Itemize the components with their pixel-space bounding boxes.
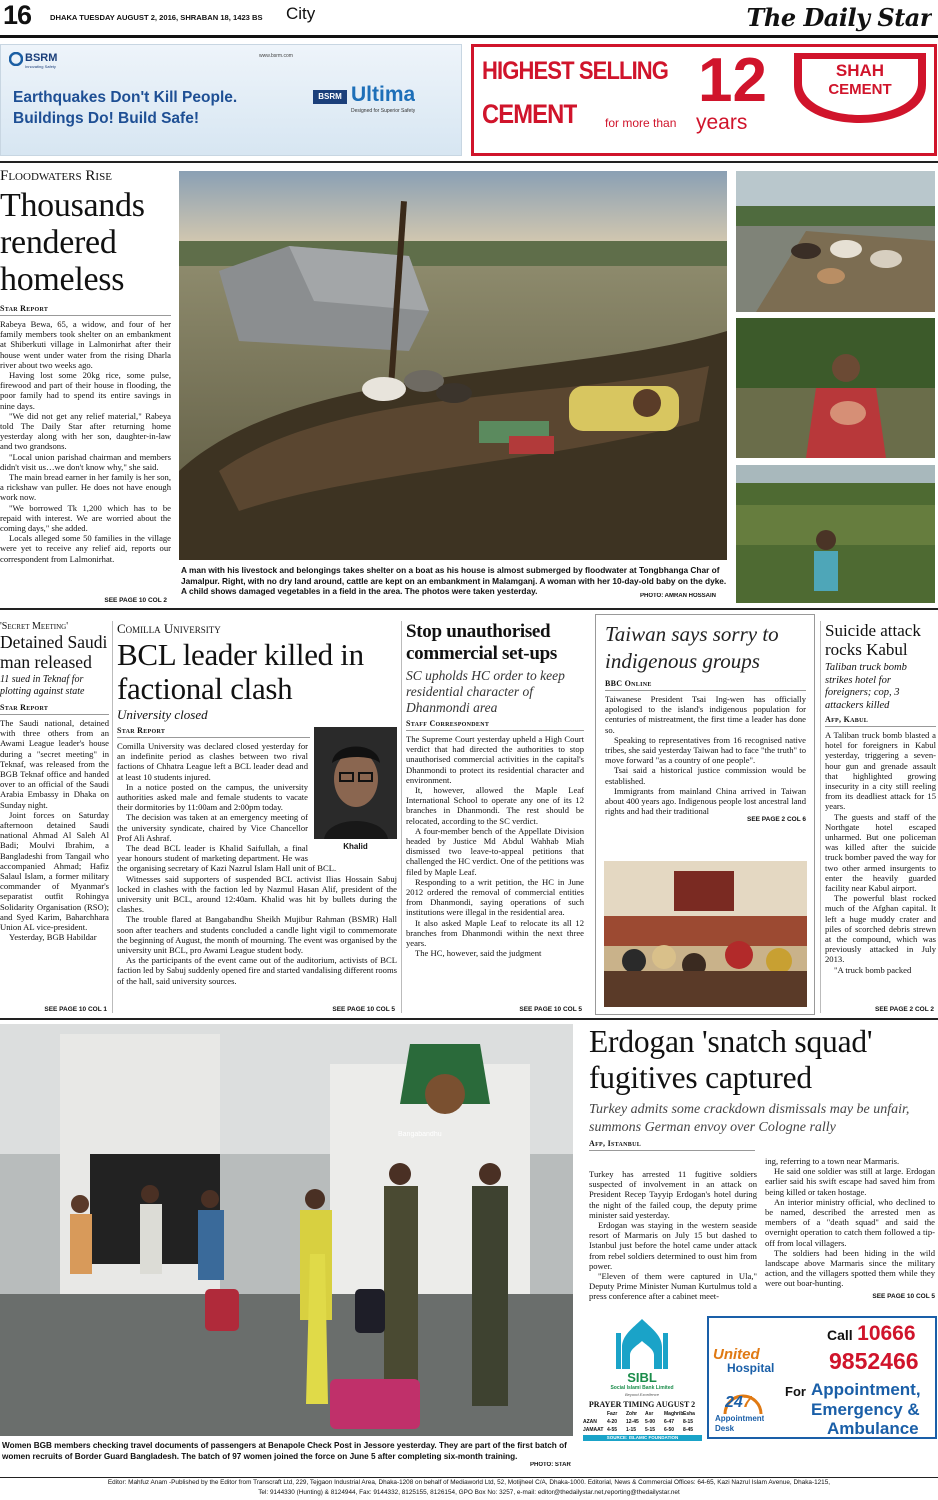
shah-for-more-than: for more than <box>605 116 677 130</box>
united-badge-text2: Desk <box>715 1424 735 1433</box>
erdogan-c2-para-4: The soldiers had been hiding in the wild landscape above Marmaris since the military action, and the villagers spotted them while they were out boar-hunting. <box>765 1247 935 1289</box>
lead-byline: Star Report <box>0 304 171 316</box>
ultima-brand: BSRM <box>318 92 342 101</box>
bcl-headline: BCL leader killed in factional clash <box>117 637 364 706</box>
dhanmondi-deck: SC upholds HC order to keep residential character of Dhanmondi area <box>406 668 565 715</box>
bsrm-line2: Buildings Do! Build Safe! <box>13 110 199 127</box>
col-divider-2 <box>401 621 402 1013</box>
saudi-deck: 11 sued in Teknaf for plotting against state <box>0 674 85 697</box>
dhanmondi-para-1: The Supreme Court yesterday upheld a High Court verdict that had directed the authorities to stop unauthorised commercial activities in the capital's Dhanmondi to protect its residential character and environment. <box>406 734 584 785</box>
lead-photo-caption: A man with his livestock and belongings takes shelter on a boat as his house is almost submerged by floodwater at Tongbhanga Char of Jamalpur. Right, with no dry land around, cattle are kept on an embankment in Malamganj. A woman with her 10-day-old baby on the dyke. A child shows damaged vegetables in a field in the area. The photos were taken yesterday. <box>181 565 727 596</box>
taiwan-see-page: SEE PAGE 2 COL 6 <box>746 816 806 824</box>
sibl-prayer-table <box>583 1410 702 1441</box>
masthead-rule <box>0 35 938 38</box>
bsrm-logo <box>9 51 71 71</box>
bsrm-swirl-icon <box>9 52 23 66</box>
azan-label: AZAN <box>583 1419 597 1425</box>
lead-para-4: "Local union parishad chairman and members didn't visit us…we don't know why," she said. <box>0 451 171 472</box>
child-field-illustration <box>736 465 935 603</box>
shah-number: 12 <box>698 46 767 115</box>
dhanmondi-headline: Stop unauthorised commercial set-ups <box>406 621 557 664</box>
azan-esha: 8-15 <box>683 1419 694 1425</box>
ultima-name: Ultima <box>351 83 416 106</box>
bcl-kicker: Comilla University <box>117 621 221 636</box>
saudi-story <box>0 621 109 1013</box>
prayer-col-asr: Asr <box>645 1411 654 1417</box>
lead-story-text <box>0 168 171 604</box>
footer-imprint-line2: Tel: 9144330 (Hunting) & 8124944, Fax: 9144332, 8125155, 8126154, GPO Box No: 3257, e-mail: editor@thedailystar.net,reporting@thedailystar.net <box>258 1489 680 1496</box>
sibl-full-name: Social Islami Bank Limited <box>610 1385 674 1391</box>
footer-rule <box>0 1477 938 1478</box>
col-divider-1 <box>112 621 113 1013</box>
taiwan-para-3: Tsai said a historical justice commission would be established. <box>605 765 806 786</box>
ultima-tagline: Designed for Superior Safety <box>351 108 416 114</box>
shah-line1: HIGHEST SELLING <box>482 57 669 85</box>
flood-boat-illustration <box>179 171 727 560</box>
bgb-checkpost-illustration <box>0 1024 573 1436</box>
shah-logo-line2: CEMENT <box>828 81 892 98</box>
masthead <box>0 0 938 42</box>
azan-zohr: 12-45 <box>626 1419 639 1425</box>
united-for: For <box>785 1384 806 1399</box>
bsrm-url: www.bsrm.com <box>259 53 293 59</box>
bcl-photo <box>314 727 397 851</box>
cattle-embankment-photo <box>736 171 935 312</box>
bcl-para-7: As the participants of the event came out of the auditorium, activists of BCL faction led by Sabuj suddenly opened fire and started vandalising different rooms of the hall, said university sources. <box>117 955 397 986</box>
bcl-para-1: Comilla University was declared closed yesterday for an indefinite period as clashes between two rival factions of Chhatra League left a BCL leader dead and at least 10 students injured. <box>117 741 308 782</box>
damaged-vegetables-photo <box>736 465 935 603</box>
saudi-para-3: Yesterday, BGB Habildar <box>9 932 97 943</box>
prayer-col-zohr: Zohr <box>626 1411 638 1417</box>
saudi-body <box>0 718 109 942</box>
kabul-story <box>825 621 936 1013</box>
prayer-col-maghrib: Maghrib <box>664 1411 684 1417</box>
dhanmondi-see-page: SEE PAGE 10 COL 5 <box>519 1006 582 1013</box>
sibl-azan-row <box>583 1418 702 1426</box>
jamaat-zohr: 1-15 <box>626 1427 637 1433</box>
kabul-para-4: "A truck bomb packed <box>834 964 912 975</box>
lead-headline: Thousands rendered homeless <box>0 187 145 298</box>
khalid-portrait <box>314 727 397 839</box>
saudi-para-1: The Saudi national, detained with three others from an Awami League leader's house during a "secret meeting" in Teknaf, was released from the BGB Teknaf office and handed over to an official of the Saudi Arabia Embassy in Dhaka on Sunday night. <box>0 718 109 810</box>
bsrm-tagline-small: Innovating Safety <box>25 64 56 69</box>
bcl-see-page: SEE PAGE 10 COL 5 <box>332 1006 395 1013</box>
lead-photo-credit: PHOTO: AMRAN HOSSAIN <box>640 593 717 599</box>
azan-maghrib: 6-47 <box>664 1419 675 1425</box>
saudi-para-2: Joint forces on Saturday afternoon detained Saudi national Ahmad Al Saleh Al Badi; Moulvi Ibrahim, a Bangladeshi from Tangail who accompanied Ahmad; Hafiz Salaul Islam, a former military commander of Myanmar's separatist outfit Rohingya Solidarity Organisation (RSO); and Syed Karim, Baharchhara Union AL vice-president. <box>0 809 109 933</box>
ultima-logo <box>313 83 455 117</box>
bcl-photo-name: Khalid <box>343 842 368 852</box>
taiwan-body <box>605 694 806 816</box>
lead-para-7: Locals alleged some 50 families in the village were yet to receive any relief aid, reports our correspondent from Lalmonirhat. <box>0 533 171 564</box>
jamaat-asr: 5-15 <box>645 1427 656 1433</box>
sibl-ad[interactable] <box>580 1315 704 1441</box>
lead-para-6: "We borrowed Tk 1,200 which has to be repaid with interest. We are worried about the coming days," she added. <box>0 502 171 534</box>
bcl-para-6: The trouble flared at Bangabandhu Sheikh Mujibur Rahman (BSMR) Hall soon after teachers and students concluded a candle light vigil to commemorate the beginning of August, the month of mourning. The event was organised by the university unit BCL, pro Awami League student body. <box>117 914 397 956</box>
bsrm-ad[interactable] <box>0 44 462 156</box>
lead-para-3: "We did not get any relief material," Rabeya told The Daily Star after returning home yesterday along with her son, daughter-in-law and two grandsons. <box>0 410 171 452</box>
lead-para-1: Rabeya Bewa, 65, a widow, and four of her family members took shelter on an embankment at Shiberkuti village in Lalmonirhat after their house went under water from the rising Dharla river about two weeks ago. <box>0 319 171 370</box>
united-logo-bottom: Hospital <box>727 1361 775 1375</box>
dhanmondi-para-2: It, however, allowed the Maple Leaf International School to operate any one of its 12 branches in Dhanmondi. The rest should be relocated, according to the SC verdict. <box>406 785 584 826</box>
shah-logo <box>792 51 928 125</box>
erdogan-c2-para-2: He said one soldier was still at large. Erdogan earlier said his swift escape had saved him from being killed or taken hostage. <box>765 1166 935 1197</box>
bcl-byline: Star Report <box>117 726 310 738</box>
dhanmondi-body <box>406 734 584 958</box>
kabul-para-2: The guests and staff of the Northgate hotel escaped unharmed. But one policeman was killed after the suicide truck bomber paved the way for two other armed insurgents to enter the heavily guarded facility near Kabul airport. <box>825 811 936 894</box>
erdogan-story <box>589 1024 937 1311</box>
ads-bottom-rule <box>0 161 938 163</box>
erdogan-c2-para-3: An interior ministry official, who declined to be named, described the arrested men as members of a "death squad" and said the overnight operation to catch them followed a tip-off from local villagers. <box>765 1196 935 1248</box>
shah-years: years <box>696 111 748 134</box>
jamaat-esha: 8-45 <box>683 1427 694 1433</box>
footer-imprint-line1: Editor: Mahfuz Anam -Published by the Editor from Transcraft Ltd, 229, Tejgaon Industrial Area, Dhaka-1208 on behalf of Mediaworld Ltd, 52, Motijheel C/A, Dhaka-1000. Editorial, News & Commercial Offices: 64-65, Kazi Nazrul Islam Avenue, Dhaka-1215, <box>107 1479 831 1486</box>
erdogan-col2 <box>765 1156 935 1302</box>
saudi-see-page: SEE PAGE 10 COL 1 <box>44 1006 107 1013</box>
united-phone1[interactable]: 10666 <box>857 1322 916 1345</box>
dhanmondi-byline: Staff Correspondent <box>406 719 584 731</box>
dhanmondi-story <box>406 621 584 1013</box>
dateline: DHAKA TUESDAY AUGUST 2, 2016, SHRABAN 18, 1423 BS <box>50 13 263 22</box>
saudi-byline: Star Report <box>0 703 109 715</box>
bcl-para-5: Witnesses said supporters of suspended BCL activist Ilias Hossain Sabuj locked in clashes with the faction led by Nazmul Hasan Alif, president of the university unit BCL, around 12:40am. Khalid was hit by bullets during the clashes. <box>117 873 397 915</box>
kabul-para-3: The powerful blast rocked much of the Afghan capital. It left a huge muddy crater and piles of scorched debris strewn at the compound, which was previously attacked in July 2013. <box>825 893 936 965</box>
sibl-prayer-header-row <box>583 1410 702 1418</box>
bcl-para-3: The decision was taken at an emergency meeting of the university syndicate, chaired by Vice Chancellor Prof Ali Ashraf. <box>117 812 308 843</box>
mother-baby-illustration <box>736 318 935 458</box>
united-logo-top: United <box>713 1346 760 1363</box>
erdogan-c1-para-1: Turkey has arrested 11 fugitive soldiers suspected of involvement in an attack on President Recep Tayyip Erdogan's hotel during the night of the failed coup, the deputy prime minister said yesterday. <box>589 1169 757 1220</box>
mosque-icon <box>616 1315 668 1371</box>
erdogan-col1 <box>589 1169 757 1302</box>
jamaat-fazr: 4-55 <box>607 1427 618 1433</box>
taiwan-story <box>595 614 815 1015</box>
kabul-para-1: A Taliban truck bomb blasted a hotel for foreigners in Kabul yesterday, triggering a seven-hour gun and grenade assault that highlighted growing insecurity in a city still reeling from its deadliest attack for 15 years. <box>825 730 936 812</box>
taiwan-byline: BBC Online <box>605 679 806 691</box>
bgb-checkpost-photo <box>0 1024 573 1436</box>
kabul-body <box>825 730 936 975</box>
sibl-slogan: Beyond Excellence <box>624 1392 660 1397</box>
dhanmondi-para-3: A four-member bench of the Appellate Division headed by Justice Md Abdul Wahhab Miah dismissed two leave-to-appeal petitions that challenged the HC verdict. One of the petitions was filed by Maple Leaf. <box>406 825 584 877</box>
lead-body <box>0 319 171 564</box>
prayer-col-esha: Esha <box>683 1411 695 1417</box>
united-247-badge <box>715 1388 775 1438</box>
jamaat-label: JAMAAT <box>583 1427 604 1433</box>
dhanmondi-para-6: The HC, however, said the judgment <box>415 948 542 959</box>
united-badge-text1: Appointment <box>715 1414 765 1423</box>
kabul-deck: Taliban truck bomb strikes hotel for foreigners; cop, 3 attackers killed <box>825 662 907 711</box>
erdogan-byline: Afp, Istanbul <box>589 1139 755 1151</box>
erdogan-c2-para-1: ing, referring to a town near Marmaris. <box>765 1156 900 1166</box>
sibl-source: SOURCE: ISLAMIC FOUNDATION <box>583 1435 702 1441</box>
taiwan-ceremony-illustration <box>604 861 807 1007</box>
bgb-photo-credit: PHOTO: STAR <box>530 1462 571 1468</box>
united-logo <box>713 1346 803 1382</box>
badge-24: 24 <box>725 1394 743 1411</box>
bcl-story <box>117 621 397 1013</box>
taiwan-para-1: Taiwanese President Tsai Ing-wen has officially apologised to the island's indigenous population for centuries of mistreatment, the first time a leader has done so. <box>605 694 806 735</box>
erdogan-headline: Erdogan 'snatch squad' fugitives captured <box>589 1024 873 1095</box>
united-appointment: Appointment, <box>811 1380 921 1399</box>
united-ambulance: Ambulance <box>827 1419 919 1438</box>
dhanmondi-para-4: Responding to a writ petition, the HC in June 2012 ordered the removal of commercial entities from Dhanmondi, saying operations of such institutions were illegal in the residential area. <box>406 876 584 918</box>
shah-line2: CEMENT <box>482 99 578 129</box>
ultima-brand-box <box>313 90 347 104</box>
kabul-headline: Suicide attack rocks Kabul <box>825 621 921 659</box>
lead-kicker: Floodwaters Rise <box>0 168 112 184</box>
flood-boat-photo <box>179 171 727 560</box>
sibl-name: SIBL <box>627 1370 657 1385</box>
lead-bottom-rule <box>0 608 938 610</box>
lead-para-2: Having lost some 20kg rice, some pulse, firewood and part of their house in flooding, the poor family had to spend its entire savings in nine days. <box>0 370 171 411</box>
lead-see-page: SEE PAGE 10 COL 2 <box>104 597 167 604</box>
jamaat-maghrib: 6-50 <box>664 1427 675 1433</box>
erdogan-see-page: SEE PAGE 10 COL 5 <box>872 1292 935 1300</box>
sibl-jamaat-row <box>583 1426 702 1434</box>
united-badge-number <box>725 1394 752 1412</box>
saudi-kicker: 'Secret Meeting' <box>0 621 68 632</box>
sibl-prayer-title: PRAYER TIMING AUGUST 2 <box>588 1400 696 1409</box>
kabul-see-page: SEE PAGE 2 COL 2 <box>874 1006 934 1013</box>
section-name: City <box>286 4 316 23</box>
erdogan-c1-para-2: Erdogan was staying in the western seaside resort of Marmaris on July 15 but dashed to Istanbul just before the hotel came under attack from rebel soldiers determined to oust him from power. <box>589 1220 757 1271</box>
united-phone2[interactable]: 9852466 <box>829 1348 919 1374</box>
paper-name: The Daily Star <box>746 3 932 32</box>
shah-logo-line1: SHAH <box>835 61 885 80</box>
taiwan-para-4: Immigrants from mainland China arrived in Taiwan about 400 years ago. Indigenous people lost ancestral land rights and had their traditional <box>605 785 806 817</box>
bcl-deck: University closed <box>117 707 208 722</box>
mother-baby-photo <box>736 318 935 458</box>
bsrm-brand: BSRM <box>25 52 58 64</box>
taiwan-para-2: Speaking to representatives from 16 recognised native tribes, she said yesterday Taiwan had to face "the truth" to move forward "as a country of one people". <box>605 734 806 766</box>
cattle-illustration <box>736 171 935 312</box>
united-call-label: Call <box>827 1327 853 1343</box>
united-hospital-ad[interactable] <box>707 1316 937 1439</box>
lead-para-5: The main bread earner in her family is her son, a rickshaw van puller. He does not have enough work now. <box>0 472 171 503</box>
sibl-mosque-logo <box>616 1315 668 1371</box>
saudi-headline: Detained Saudi man released <box>0 632 108 672</box>
dhanmondi-para-5: It also asked Maple Leaf to relocate its all 12 branches from Dhanmondi within the next three years. <box>406 917 584 949</box>
prayer-col-fazr: Fazr <box>607 1411 618 1417</box>
bgb-photo-caption: Women BGB members checking travel documents of passengers at Benapole Check Post in Jessore yesterday. They are part of the first batch of women recruits of Border Guard Bangladesh. The batch of 97 women joined the force on June 5 after completing six-month training. <box>2 1441 567 1462</box>
page-number: 16 <box>3 0 32 30</box>
bcl-para-2: In a notice posted on the campus, the university authorities asked male and female students to vacate their dormitories by 11:00am and 2:00pm today. <box>117 781 308 813</box>
bgb-sign: Bangabandhu <box>398 1131 442 1138</box>
kabul-byline: Afp, Kabul <box>825 715 936 727</box>
taiwan-ceremony-photo <box>604 861 807 1007</box>
erdogan-c1-para-3: "Eleven of them were captured in Ula," Deputy Prime Minister Numan Kurtulmus told a press conference after a cabinet meet- <box>589 1271 757 1302</box>
azan-asr: 5-00 <box>645 1419 656 1425</box>
col-divider-4 <box>820 621 821 1013</box>
middle-bottom-rule <box>0 1018 938 1020</box>
united-emergency: Emergency & <box>811 1400 920 1419</box>
azan-fazr: 4-20 <box>607 1419 618 1425</box>
shah-cement-ad[interactable] <box>471 44 937 156</box>
badge-7: 7 <box>742 1394 752 1411</box>
taiwan-headline: Taiwan says sorry to indigenous groups <box>605 622 779 673</box>
erdogan-deck: Turkey admits some crackdown dismissals may be unfair, summons German envoy over Cologne rally <box>589 1102 910 1135</box>
bcl-body <box>117 741 397 986</box>
bcl-para-4: The dead BCL leader is Khalid Saifullah, a final year honours student of marketing department. He was the organising secretary of Kazi Nazrul Islam Hall unit of BCL. <box>117 843 337 874</box>
united-call <box>827 1322 916 1346</box>
bsrm-line1: Earthquakes Don't Kill People. <box>13 89 238 106</box>
